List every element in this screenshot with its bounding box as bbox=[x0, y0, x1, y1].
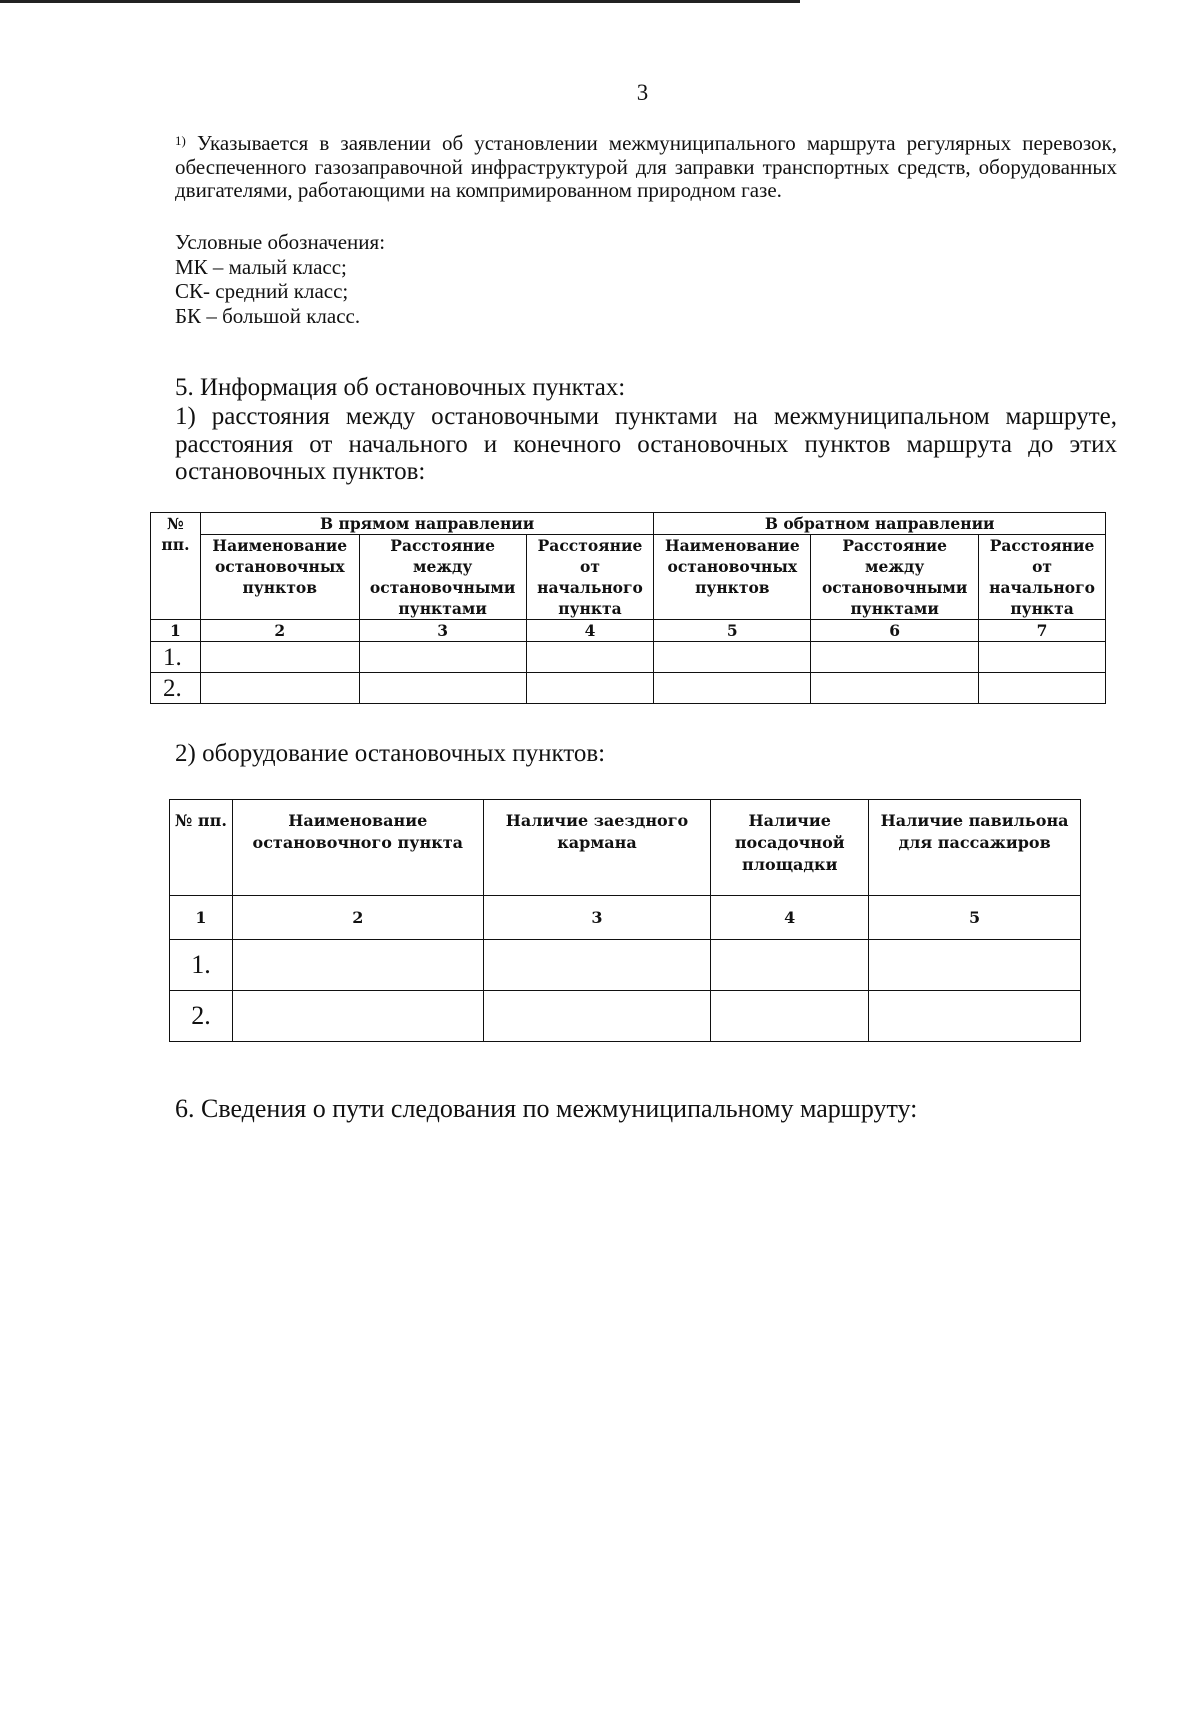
section5-item2: 2) оборудование остановочных пунктов: bbox=[175, 740, 606, 767]
footnote bbox=[175, 132, 1117, 203]
legend-title: Условные обозначения: bbox=[175, 230, 386, 254]
table2-empty-cell bbox=[711, 991, 869, 1042]
table1-empty-cell bbox=[359, 673, 526, 704]
table2-empty-cell bbox=[483, 940, 711, 991]
legend bbox=[175, 230, 385, 328]
table1-index-row bbox=[151, 620, 1106, 642]
table2-row-number: 1. bbox=[170, 940, 233, 991]
table2-index-row bbox=[170, 896, 1081, 940]
top-scan-border bbox=[0, 0, 800, 3]
table2-index-cell: 3 bbox=[483, 896, 711, 940]
table1-empty-cell bbox=[359, 642, 526, 673]
table2-empty-cell bbox=[232, 991, 483, 1042]
table1-empty-cell bbox=[200, 673, 359, 704]
table1-index-cell: 3 bbox=[359, 620, 526, 642]
table2-col-platform: Наличие посадочной площадки bbox=[711, 800, 869, 896]
table1-empty-cell bbox=[654, 673, 811, 704]
table2-index-cell: 1 bbox=[170, 896, 233, 940]
table1-index-cell: 2 bbox=[200, 620, 359, 642]
table1-empty-cell bbox=[979, 673, 1106, 704]
stop-distances-table bbox=[150, 512, 1106, 704]
table1-index-cell: 6 bbox=[811, 620, 979, 642]
table2-col-stop-name: Наименование остановочного пункта bbox=[232, 800, 483, 896]
section5-item1: 1) расстояния между остановочными пунктами на межмуниципальном маршруте, расстояния от начального и конечного остановочных пунктов маршрута до этих остановочных пунктов: bbox=[175, 403, 1117, 485]
table1-col-distance-between-reverse: Расстояние между остановочными пунктами bbox=[811, 535, 979, 620]
table2-index-cell: 2 bbox=[232, 896, 483, 940]
table1-index-cell: 5 bbox=[654, 620, 811, 642]
table2-row-number: 2. bbox=[170, 991, 233, 1042]
table1-col-stop-name-forward: Наименование остановочных пунктов bbox=[200, 535, 359, 620]
table1-col-distance-between-forward: Расстояние между остановочными пунктами bbox=[359, 535, 526, 620]
table1-empty-cell bbox=[811, 673, 979, 704]
legend-item-bk: БК – большой класс. bbox=[175, 303, 361, 328]
table2-col-number: № пп. bbox=[170, 800, 233, 896]
table1-empty-cell bbox=[526, 673, 654, 704]
table1-index-cell: 4 bbox=[526, 620, 654, 642]
table1-empty-cell bbox=[526, 642, 654, 673]
table2-col-bay: Наличие заездного кармана bbox=[483, 800, 711, 896]
table1-reverse-header: В обратном направлении bbox=[654, 513, 1106, 535]
table1-empty-cell bbox=[811, 642, 979, 673]
table1-col-distance-from-start-reverse: Расстояние от начального пункта bbox=[979, 535, 1106, 620]
table-row bbox=[151, 642, 1106, 673]
table2-empty-cell bbox=[711, 940, 869, 991]
table2-empty-cell bbox=[232, 940, 483, 991]
table1-num-header: № пп. bbox=[151, 513, 201, 620]
table2-empty-cell bbox=[869, 991, 1081, 1042]
table1-row-number: 2. bbox=[151, 673, 201, 704]
table1-empty-cell bbox=[979, 642, 1106, 673]
table2-empty-cell bbox=[483, 991, 711, 1042]
footnote-text: Указывается в заявлении об установлении межмуниципального маршрута регулярных перевозок, обеспеченного газозаправочной инфраструктурой для заправки транспортных средств, оборудованных двигателями, работающими на компримированном природном газе. bbox=[175, 131, 1118, 202]
table2-col-pavilion: Наличие павильона для пассажиров bbox=[869, 800, 1081, 896]
section5-heading: 5. Информация об остановочных пунктах: bbox=[175, 374, 626, 401]
table2-index-cell: 4 bbox=[711, 896, 869, 940]
legend-item-mk: МК – малый класс; bbox=[175, 254, 347, 279]
table1-empty-cell bbox=[654, 642, 811, 673]
table1-col-distance-from-start-forward: Расстояние от начального пункта bbox=[526, 535, 654, 620]
page-number: 3 bbox=[636, 80, 649, 105]
table1-col-stop-name-reverse: Наименование остановочных пунктов bbox=[654, 535, 811, 620]
table1-index-cell: 7 bbox=[979, 620, 1106, 642]
footnote-marker: 1) bbox=[175, 133, 186, 148]
legend-item-sk: СК- средний класс; bbox=[175, 279, 349, 303]
table1-index-cell: 1 bbox=[151, 620, 201, 642]
table-row bbox=[170, 940, 1081, 991]
table2-index-cell: 5 bbox=[869, 896, 1081, 940]
table2-empty-cell bbox=[869, 940, 1081, 991]
table1-empty-cell bbox=[200, 642, 359, 673]
table-row bbox=[151, 673, 1106, 704]
stop-equipment-table bbox=[169, 799, 1081, 1042]
table1-row-number: 1. bbox=[151, 642, 201, 673]
section6-heading: 6. Сведения о пути следования по межмуниципальному маршруту: bbox=[175, 1094, 918, 1123]
table1-forward-header: В прямом направлении bbox=[200, 513, 654, 535]
table-row bbox=[170, 991, 1081, 1042]
